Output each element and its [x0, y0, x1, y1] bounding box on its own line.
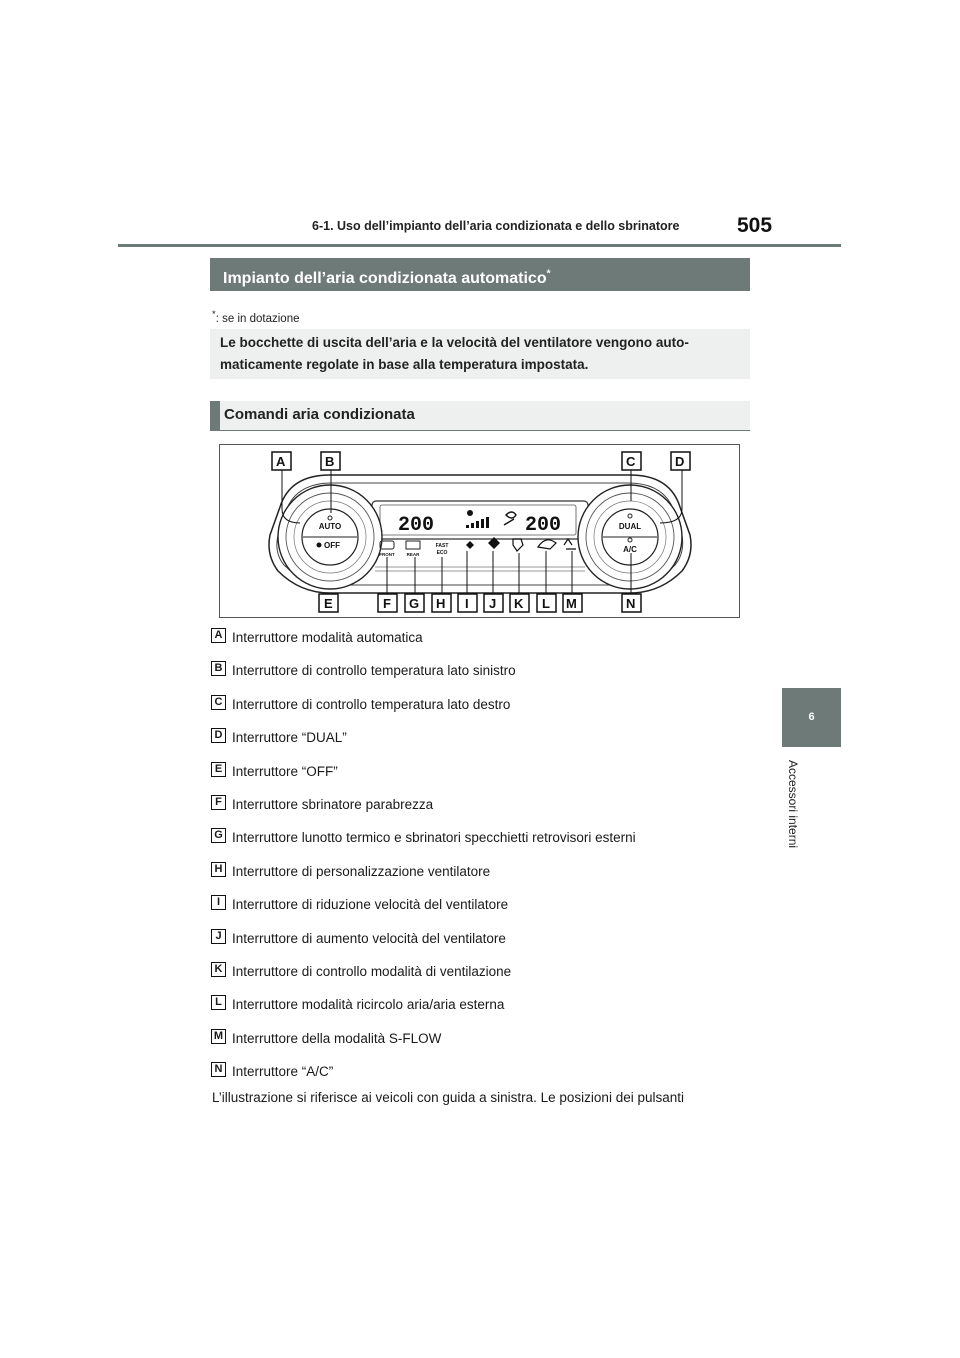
svg-text:L: L [542, 596, 550, 611]
callout-k [510, 594, 529, 612]
footnote [212, 309, 300, 325]
letter-badge: M [211, 1029, 226, 1044]
fan-small-icon [317, 543, 322, 548]
letter-badge: I [211, 895, 226, 910]
callout-h [432, 594, 451, 612]
list-item-text: Interruttore di personalizzazione ventilatore [232, 863, 491, 879]
svg-text:I: I [465, 596, 469, 611]
eco-label: ECO [436, 550, 448, 556]
list-item-text: Interruttore della modalità S-FLOW [232, 1030, 442, 1046]
letter-badge: A [211, 628, 226, 643]
callout-f [378, 594, 397, 612]
list-item-text: Interruttore di riduzione velocità del ventilatore [232, 897, 509, 913]
callout-c [622, 452, 641, 470]
auto-label: AUTO [318, 522, 342, 531]
button-row [375, 537, 585, 571]
s-flow-icon[interactable] [564, 539, 576, 549]
list-item-text: Interruttore di controllo modalità di ventilazione [232, 963, 512, 979]
chapter-title: 6-1. Uso dell’impianto dell’aria condizionata e dello sbrinatore [312, 219, 680, 233]
letter-badge: C [211, 695, 226, 710]
header-rule [118, 244, 841, 247]
list-item-text: Interruttore “DUAL” [232, 730, 347, 746]
letter-badge: J [211, 929, 226, 944]
list-item-text: Interruttore modalità ricircolo aria/aria esterna [232, 997, 505, 1013]
list-item-text: Interruttore “OFF” [232, 763, 338, 779]
letter-badge: L [211, 995, 226, 1010]
letter-badge: B [211, 661, 226, 676]
fast-label: FAST [435, 543, 449, 549]
svg-text:D: D [675, 454, 685, 469]
display-left-temp: 200 [398, 514, 435, 537]
front-label: FRONT [379, 552, 395, 557]
recirculation-icon[interactable] [538, 540, 556, 549]
display-right-temp: 200 [525, 514, 562, 537]
list-item-text: Interruttore “A/C” [232, 1064, 334, 1080]
callout-n [622, 594, 641, 612]
body-paragraph: L’illustrazione si riferisce ai veicoli con guida a sinistra. Le posizioni dei pulsanti [212, 1090, 684, 1105]
off-label: OFF [324, 541, 340, 550]
climate-control-figure [219, 444, 740, 618]
svg-text:F: F [383, 596, 391, 611]
callout-d [671, 452, 690, 470]
callout-a [272, 452, 291, 470]
section-asterisk: * [546, 269, 551, 280]
callout-l [537, 594, 556, 612]
airflow-mode-icon [504, 512, 516, 525]
fast-eco-button[interactable] [436, 543, 449, 556]
chapter-side-label-text: Accessori interni [786, 760, 800, 849]
intro-box [210, 329, 750, 379]
list-item-text: Interruttore di aumento velocità del ventilatore [232, 930, 506, 946]
svg-text:M: M [566, 596, 577, 611]
svg-text:C: C [626, 454, 636, 469]
rear-defogger-button[interactable] [406, 541, 420, 557]
svg-text:H: H [436, 596, 446, 611]
list-item-text: Interruttore sbrinatore parabrezza [232, 796, 434, 812]
left-knob[interactable] [278, 485, 382, 589]
subsection-heading: Comandi aria condizionata [210, 401, 750, 431]
intro-line-1: Le bocchette di uscita dell’aria e la velocità del ventilatore vengono auto- [220, 335, 689, 350]
footnote-text: : se in dotazione [215, 312, 300, 325]
section-heading [210, 258, 750, 291]
callout-b [321, 452, 340, 470]
svg-text:J: J [489, 596, 497, 611]
page-number: 505 [737, 214, 773, 237]
footnote-mark: * [212, 309, 216, 320]
letter-badge: N [211, 1062, 226, 1077]
rear-label: REAR [406, 552, 420, 557]
callout-i [458, 594, 477, 612]
intro-line-2: maticamente regolate in base alla temperatura impostata. [220, 357, 589, 372]
callout-g [405, 594, 424, 612]
letter-badge: G [211, 828, 226, 843]
callout-m [563, 594, 582, 612]
letter-badge: K [211, 962, 226, 977]
ac-label: A/C [623, 545, 637, 554]
letter-badge: D [211, 728, 226, 743]
list-item-text: Interruttore lunotto termico e sbrinatori specchietti retrovisori esterni [232, 830, 636, 846]
svg-text:N: N [626, 596, 636, 611]
list-item-text: Interruttore di controllo temperatura lato sinistro [232, 663, 516, 679]
svg-text:E: E [324, 596, 333, 611]
fan-level-icon [466, 510, 489, 528]
list-item-text: Interruttore modalità automatica [232, 630, 423, 645]
dual-label: DUAL [618, 522, 642, 531]
vent-mode-icon[interactable] [513, 539, 523, 551]
letter-badge: H [211, 862, 226, 877]
list-item-text: Interruttore di controllo temperatura lato destro [232, 696, 511, 712]
section-title: Impianto dell’aria condizionata automatico [223, 270, 547, 288]
callout-j [484, 594, 503, 612]
fan-down-icon[interactable] [466, 541, 474, 549]
right-knob[interactable] [578, 485, 682, 589]
callout-e [319, 594, 338, 612]
svg-text:A: A [276, 454, 286, 469]
climate-panel-illustration [220, 445, 739, 617]
svg-text:B: B [325, 454, 335, 469]
chapter-tab[interactable]: 6 [782, 688, 841, 747]
letter-badge: F [211, 795, 226, 810]
svg-text:G: G [409, 596, 420, 611]
letter-badge: E [211, 762, 226, 777]
svg-text:K: K [514, 596, 524, 611]
chapter-side-label [780, 760, 804, 870]
